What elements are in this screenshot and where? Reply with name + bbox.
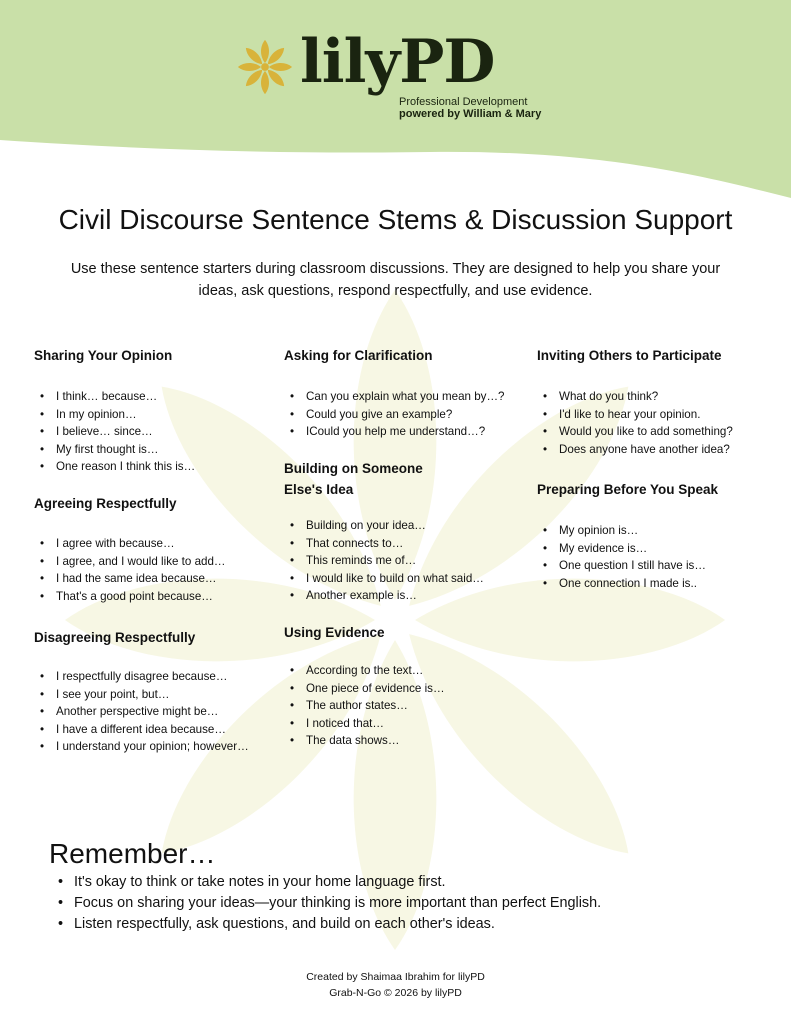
lilypd-logo <box>236 27 566 126</box>
list-clarification <box>284 388 505 441</box>
section-title-disagreeing: Disagreeing Respectfully <box>34 630 196 645</box>
section-title-building-line1: Building on Someone <box>284 461 423 476</box>
list-item: • I agree with because… <box>34 535 226 553</box>
list-item: • My first thought is… <box>34 441 195 459</box>
list-sharing-opinion <box>34 388 195 476</box>
logo-wordmark: lilyPD <box>300 27 495 97</box>
list-item: • I respectfully disagree because… <box>34 668 249 686</box>
list-item: • The data shows… <box>284 732 445 750</box>
list-item: • Another example is… <box>284 587 484 605</box>
section-title-evidence: Using Evidence <box>284 625 385 640</box>
list-item: • One question I still have is… <box>537 557 706 575</box>
footer-copyright: Grab-N-Go © 2026 by lilyPD <box>329 987 462 999</box>
section-title-preparing: Preparing Before You Speak <box>537 482 719 497</box>
list-item: • Could you give an example? <box>284 406 505 424</box>
list-item: • My evidence is… <box>537 540 706 558</box>
list-item: • According to the text… <box>284 662 445 680</box>
list-item: • Does anyone have another idea? <box>537 441 733 459</box>
list-item: • ICould you help me understand…? <box>284 423 505 441</box>
list-item: • It's okay to think or take notes in your home language first. <box>54 872 601 893</box>
list-item: • That's a good point because… <box>34 588 226 606</box>
list-item: • I noticed that… <box>284 715 445 733</box>
list-item: • I think… because… <box>34 388 195 406</box>
remember-title: Remember… <box>49 838 216 869</box>
list-item: • One reason I think this is… <box>34 458 195 476</box>
list-item: • I would like to build on what said… <box>284 570 484 588</box>
section-title-sharing-opinion: Sharing Your Opinion <box>34 348 173 363</box>
list-item: • I agree, and I would like to add… <box>34 553 226 571</box>
list-item: • I have a different idea because… <box>34 721 249 739</box>
list-item: • Can you explain what you mean by…? <box>284 388 505 406</box>
list-building <box>284 517 484 605</box>
list-item: • This reminds me of… <box>284 552 484 570</box>
list-preparing <box>537 522 706 592</box>
list-item: • One connection I made is.. <box>537 575 706 593</box>
list-item: • That connects to… <box>284 535 484 553</box>
list-item: • Building on your idea… <box>284 517 484 535</box>
logo-tagline-line1: Professional Development <box>399 96 528 108</box>
list-item: • One piece of evidence is… <box>284 680 445 698</box>
list-item: • I'd like to hear your opinion. <box>537 406 733 424</box>
list-item: • Another perspective might be… <box>34 703 249 721</box>
list-item: • I had the same idea because… <box>34 570 226 588</box>
section-title-clarification: Asking for Clarification <box>284 348 433 363</box>
logo-tagline-line2: powered by William & Mary <box>399 108 542 120</box>
list-item: • The author states… <box>284 697 445 715</box>
section-title-inviting: Inviting Others to Participate <box>537 348 722 363</box>
section-title-building-line2: Else's Idea <box>284 482 354 497</box>
list-item: • I understand your opinion; however… <box>34 738 249 756</box>
list-item: • I see your point, but… <box>34 686 249 704</box>
list-evidence <box>284 662 445 750</box>
list-item: • Would you like to add something? <box>537 423 733 441</box>
list-item: • What do you think? <box>537 388 733 406</box>
intro-text: Use these sentence starters during classroom discussions. They are designed to help you share your ideas, ask questions, respond respectfully, and use evidence. <box>70 261 721 299</box>
list-item: • Focus on sharing your ideas—your thinking is more important than perfect English. <box>54 893 601 914</box>
list-item: • Listen respectfully, ask questions, and build on each other's ideas. <box>54 914 601 935</box>
list-agreeing <box>34 535 226 605</box>
list-item: • In my opinion… <box>34 406 195 424</box>
list-inviting <box>537 388 733 458</box>
remember-list <box>54 872 601 935</box>
section-title-agreeing: Agreeing Respectfully <box>34 496 177 511</box>
list-item: • My opinion is… <box>537 522 706 540</box>
list-disagreeing <box>34 668 249 756</box>
footer-credit: Created by Shaimaa Ibrahim for lilyPD <box>306 971 485 983</box>
page-title: Civil Discourse Sentence Stems & Discussion Support <box>58 204 733 235</box>
lily-flower-icon <box>236 38 294 96</box>
list-item: • I believe… since… <box>34 423 195 441</box>
